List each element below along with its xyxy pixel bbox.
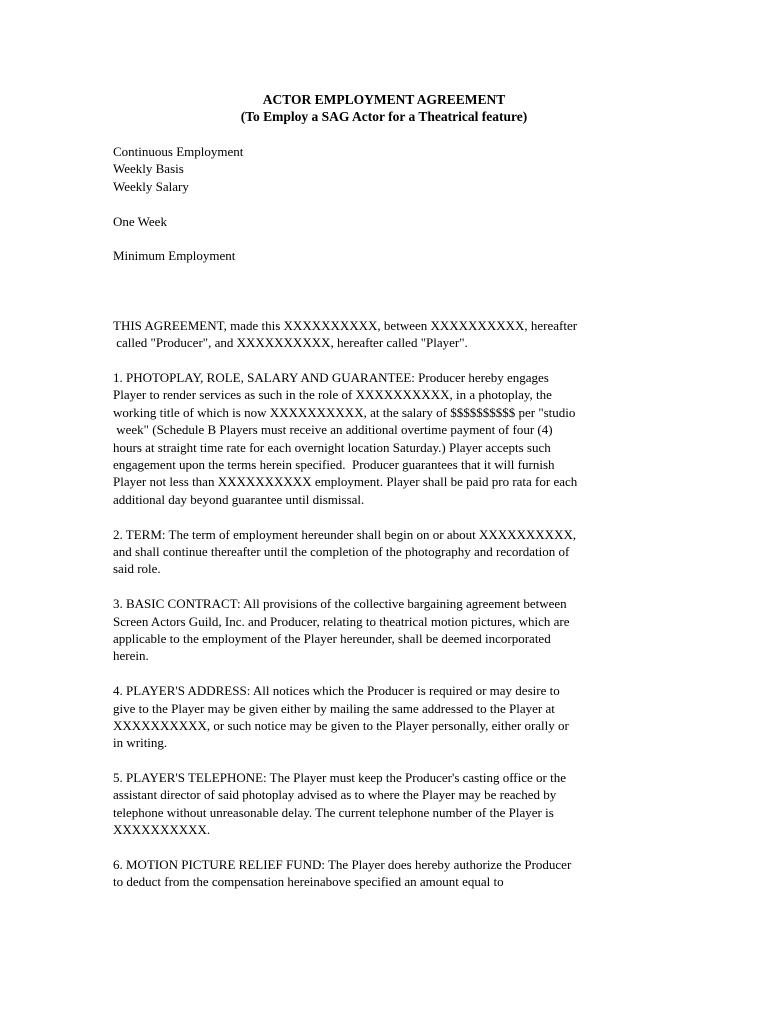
paragraph-line: 4. PLAYER'S ADDRESS: All notices which the Producer is required or may desire to (113, 683, 560, 699)
paragraph-line: Player not less than XXXXXXXXXX employment. Player shall be paid pro rata for each (113, 474, 578, 490)
paragraph-line: 1. PHOTOPLAY, ROLE, SALARY AND GUARANTEE: Producer hereby engages (113, 370, 549, 386)
paragraph-line: Screen Actors Guild, Inc. and Producer, relating to theatrical motion pictures, which are (113, 613, 570, 629)
paragraph-line: to deduct from the compensation hereinabove specified an amount equal to (113, 874, 504, 890)
intro-paragraph (113, 317, 658, 352)
paragraph-line: week" (Schedule B Players must receive an additional overtime payment of four (4) (113, 422, 553, 438)
term-weekly-basis: Weekly Basis (113, 161, 184, 177)
document-body (113, 143, 658, 891)
paragraph-line: assistant director of said photoplay advised as to where the Player may be reached by (113, 787, 557, 803)
paragraph-line: 5. PLAYER'S TELEPHONE: The Player must keep the Producer's casting office or the (113, 770, 566, 786)
employment-terms (113, 143, 658, 265)
section-players-telephone (113, 769, 658, 839)
paragraph-line: 6. MOTION PICTURE RELIEF FUND: The Player does hereby authorize the Producer (113, 857, 572, 873)
document-title: ACTOR EMPLOYMENT AGREEMENT (262, 92, 506, 107)
paragraph-line: XXXXXXXXXX, or such notice may be given to the Player personally, either orally or (113, 717, 569, 733)
section-players-address (113, 682, 658, 752)
paragraph-line: 3. BASIC CONTRACT: All provisions of the collective bargaining agreement between (113, 596, 567, 612)
title-block (0, 91, 768, 126)
paragraph-line: said role. (113, 561, 161, 577)
paragraph-line: give to the Player may be given either by mailing the same addressed to the Player at (113, 700, 555, 716)
paragraph-line: XXXXXXXXXX. (113, 822, 211, 838)
paragraph-line: 2. TERM: The term of employment hereunder shall begin on or about XXXXXXXXXX, (113, 526, 577, 542)
paragraph-line: telephone without unreasonable delay. The current telephone number of the Player is (113, 804, 554, 820)
section-basic-contract (113, 595, 658, 665)
term-minimum-employment: Minimum Employment (113, 248, 236, 264)
section-photoplay-role-salary (113, 369, 658, 508)
term-continuous-employment: Continuous Employment (113, 144, 244, 159)
paragraph-line: applicable to the employment of the Player hereunder, shall be deemed incorporated (113, 630, 551, 646)
paragraph-line: in writing. (113, 735, 168, 751)
paragraph-line: additional day beyond guarantee until dismissal. (113, 491, 365, 507)
paragraph-line: working title of which is now XXXXXXXXXX, at the salary of $$$$$$$$$$ per "studio (113, 404, 576, 420)
paragraph-line: and shall continue thereafter until the completion of the photography and recordation of (113, 543, 570, 559)
paragraph-line: THIS AGREEMENT, made this XXXXXXXXXX, between XXXXXXXXXX, hereafter (113, 317, 578, 333)
section-motion-picture-relief-fund (113, 856, 658, 891)
paragraph-line: called "Producer", and XXXXXXXXXX, hereafter called "Player". (113, 335, 468, 351)
paragraph-line: hours at straight time rate for each overnight location Saturday.) Player accepts such (113, 439, 551, 455)
paragraph-line: Player to render services as such in the role of XXXXXXXXXX, in a photoplay, the (113, 387, 552, 403)
term-one-week: One Week (113, 213, 167, 229)
paragraph-line: herein. (113, 648, 149, 664)
document-subtitle: (To Employ a SAG Actor for a Theatrical feature) (240, 109, 528, 125)
paragraph-line: engagement upon the terms herein specified. Producer guarantees that it will furnish (113, 457, 555, 473)
term-weekly-salary: Weekly Salary (113, 178, 189, 194)
section-term (113, 526, 658, 578)
